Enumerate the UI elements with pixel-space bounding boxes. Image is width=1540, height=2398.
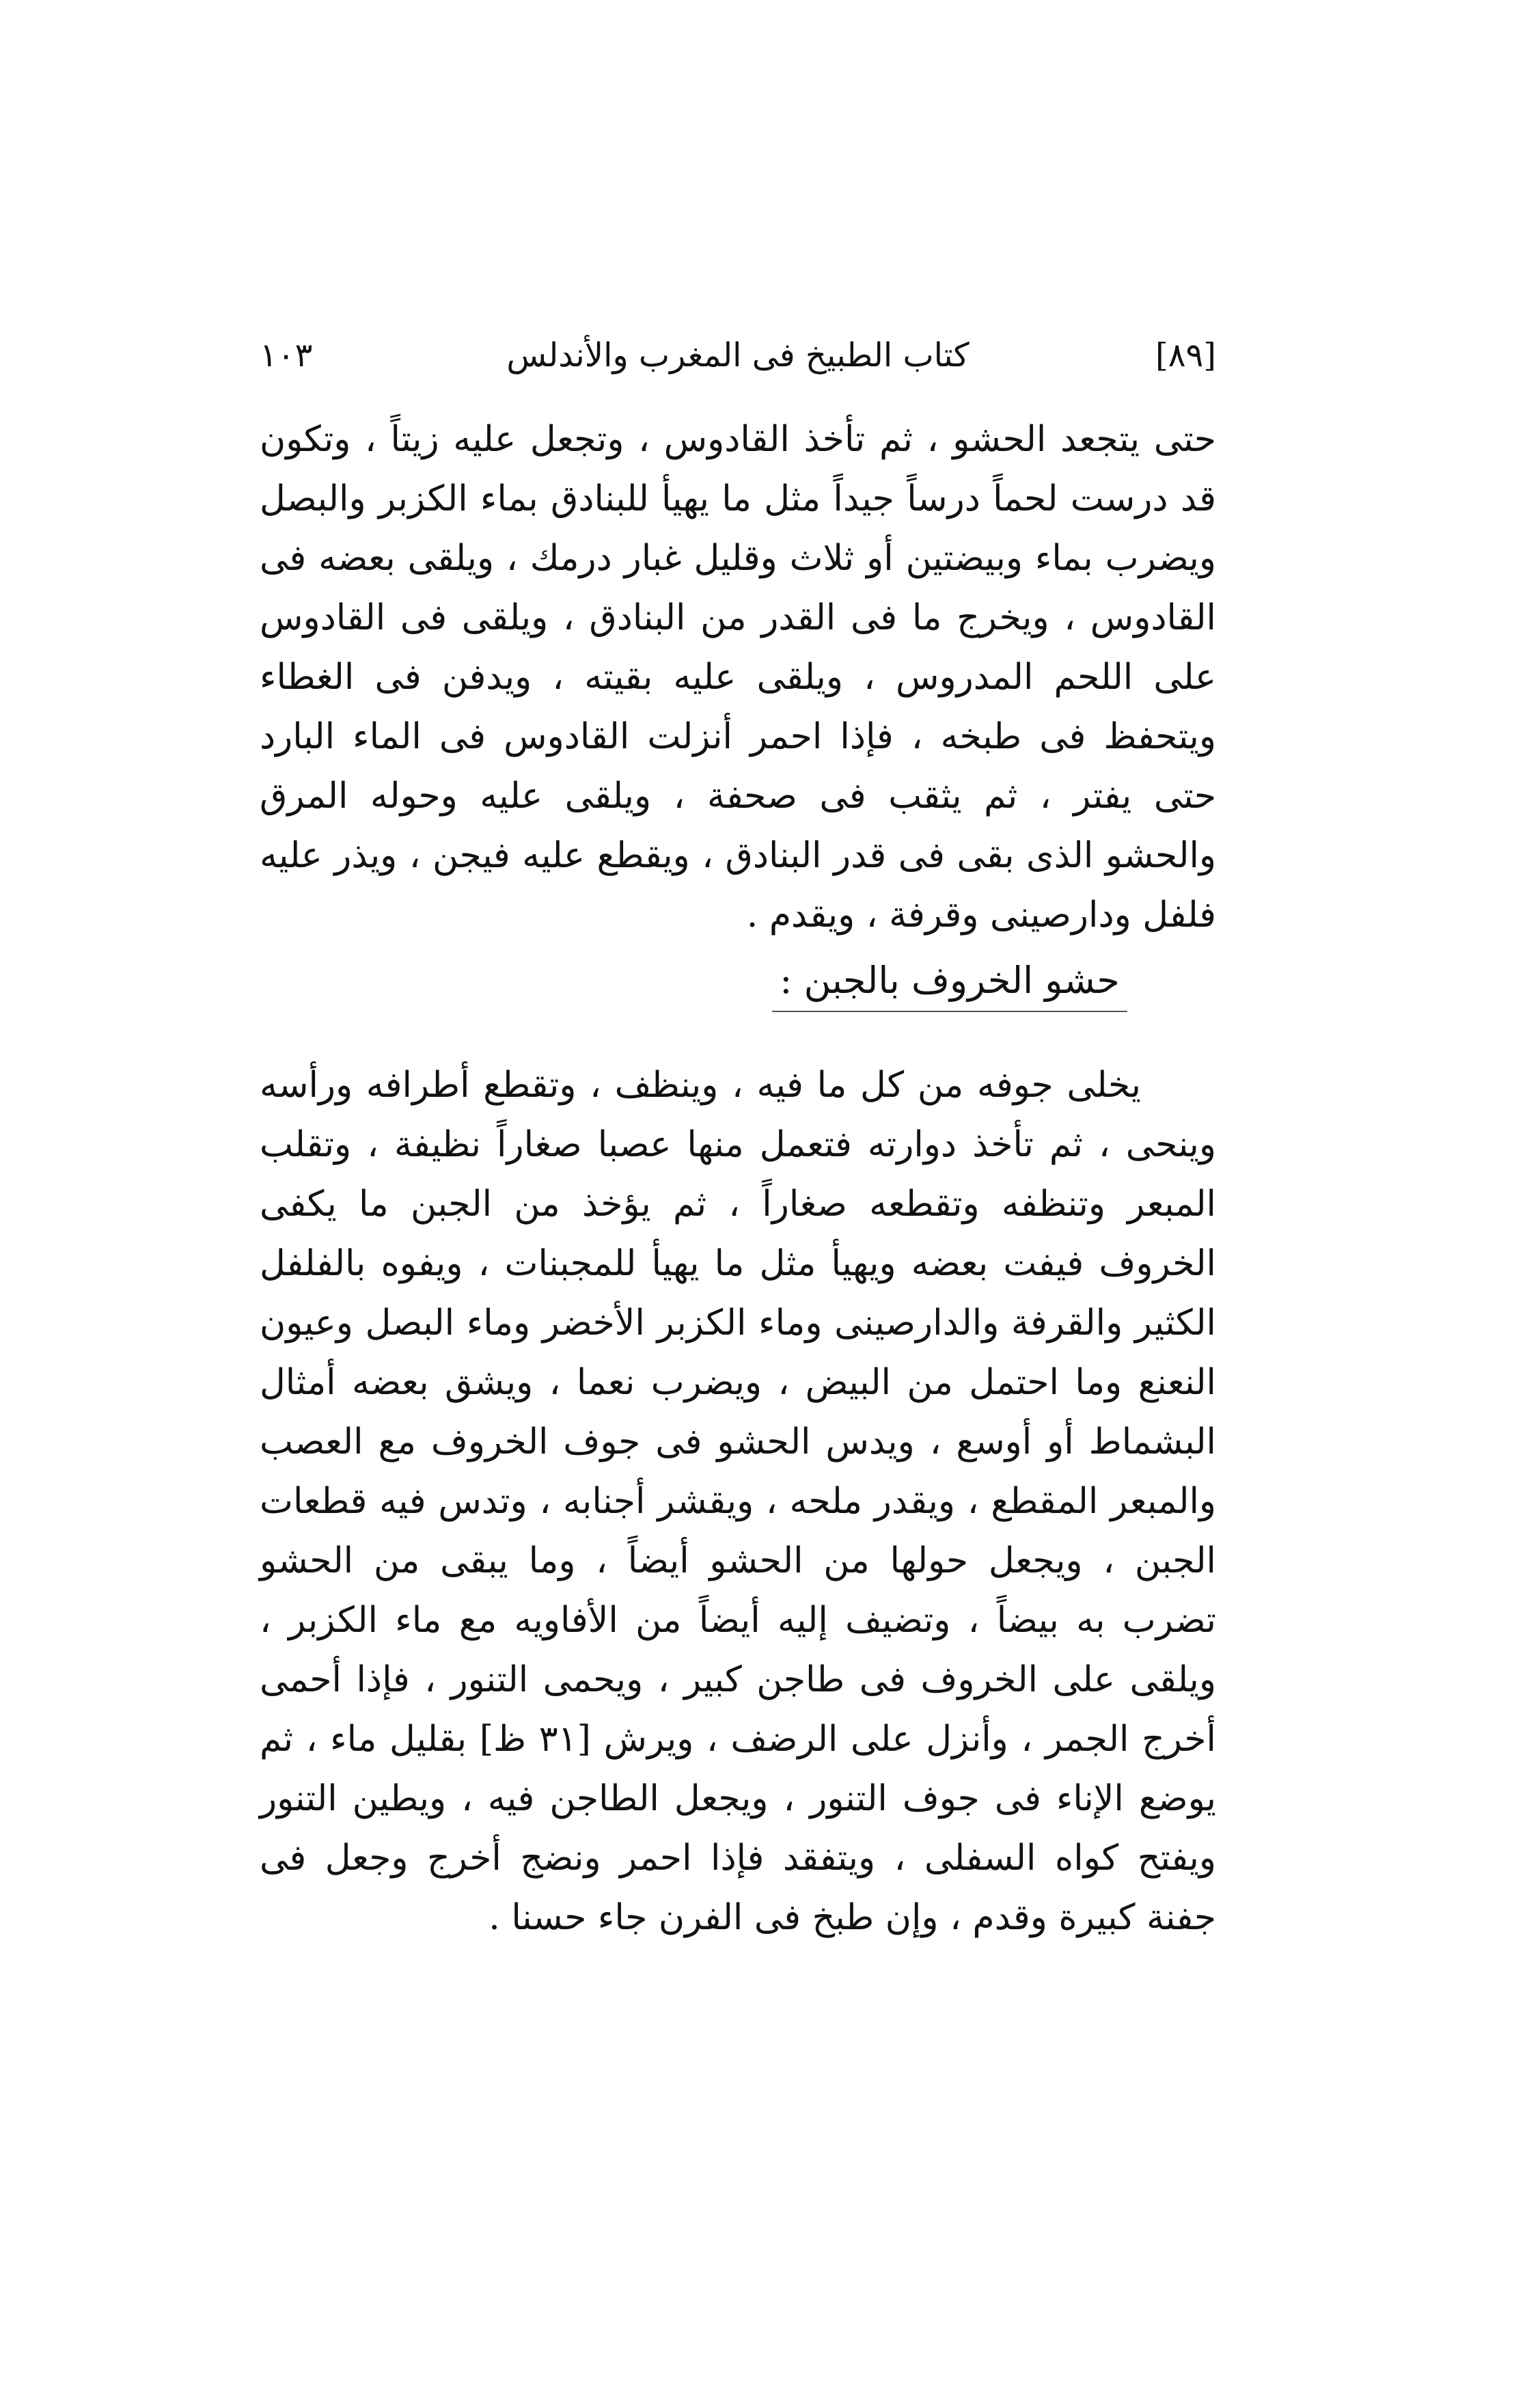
paragraph-first: حتى يتجعد الحشو ، ثم تأخذ القادوس ، وتجعل عليه زيتاً ، وتكون قد درست لحماً درساً جيداً مثل ما يهيأ للبنادق بماء الكزبر والبصل ويضرب بماء وبيضتين أو ثلاث وقليل غبار درمك ، ويلقى بعضه فى القادوس ، ويخرج ما فى القدر من البنادق ، ويلقى فى القادوس على اللحم المدروس ، ويلقى عليه بقيته ، ويدفن فى الغطاء ويتحفظ فى طبخه ، فإذا احمر أنزلت القادوس فى الماء البارد حتى يفتر ، ثم يثقب فى صحفة ، ويلقى عليه وحوله المرق والحشو الذى بقى فى قدر البنادق ، ويقطع عليه فيجن ، ويذر عليه فلفل ودارصينى وقرفة ، ويقدم . [260, 419, 1216, 936]
book-title: كتاب الطبيخ فى المغرب والأندلس [506, 336, 970, 374]
running-header [260, 325, 1216, 386]
page-number: ١٠٣ [260, 336, 313, 374]
recipe-heading: حشو الخروف بالجبن : [772, 953, 1127, 1012]
section-number: [٨٩] [1155, 336, 1216, 374]
paragraph-second: يخلى جوفه من كل ما فيه ، وينظف ، وتقطع أطرافه ورأسه وينحى ، ثم تأخذ دوارته فتعمل منها عصبا صغاراً نظيفة ، وتقلب المبعر وتنظفه وتقطعه صغاراً ، ثم يؤخذ من الجبن ما يكفى الخروف فيفت بعضه ويهيأ مثل ما يهيأ للمجبنات ، ويفوه بالفلفل الكثير والقرفة والدارصينى وماء الكزبر الأخضر وماء البصل وعيون النعنع وما احتمل من البيض ، ويضرب نعما ، ويشق بعضه أمثال البشماط أو أوسع ، ويدس الحشو فى جوف الخروف مع العصب والمبعر المقطع ، ويقدر ملحه ، ويقشر أجنابه ، وتدس فيه قطعات الجبن ، ويجعل حولها من الحشو أيضاً ، وما يبقى من الحشو تضرب به بيضاً ، وتضيف إليه أيضاً من الأفاويه مع ماء الكزبر ، ويلقى على الخروف فى طاجن كبير ، ويحمى التنور ، فإذا أحمى أخرج الجمر ، وأنزل على الرضف ، ويرش [٣١ ظ] بقليل ماء ، ثم يوضع الإناء فى جوف التنور ، ويجعل الطاجن فيه ، ويطين التنور ويفتح كواه السفلى ، ويتفقد فإذا احمر ونضج أخرج وجعل فى جفنة كبيرة وقدم ، وإن طبخ فى الفرن جاء حسنا . [260, 1065, 1216, 1938]
